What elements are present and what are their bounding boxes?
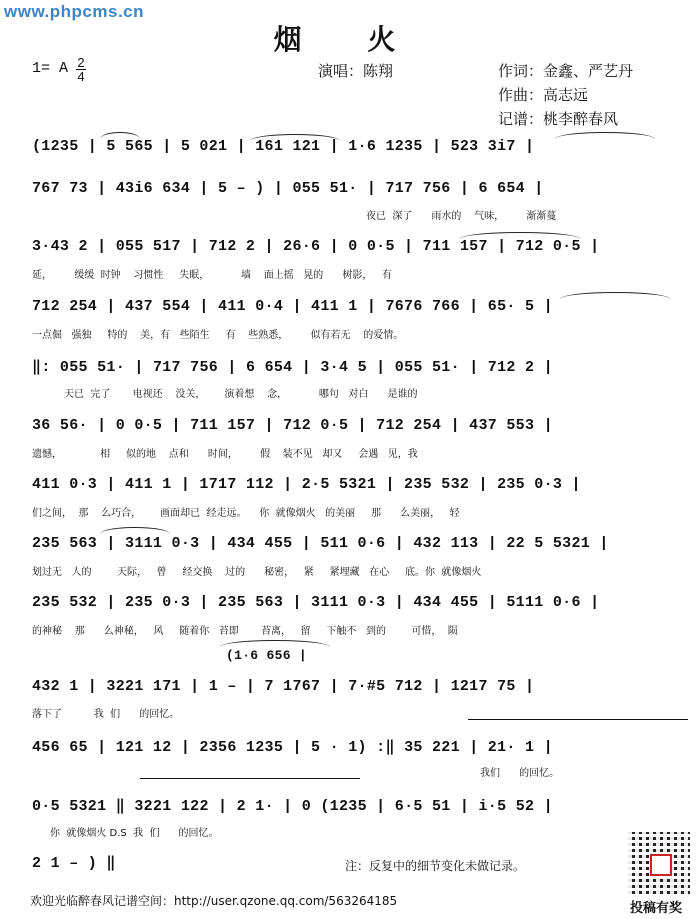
submission-badge[interactable]: 投稿有奖 <box>630 901 683 916</box>
score-line-4: 712 254 | 437 554 | 411 0·4 | 411 1 | 7676 766 | 65· 5 | <box>32 298 553 315</box>
lyric-line-6: 遗憾， 相 似的地 点和 时间， 假 装不见 却又 会遇 见，我 <box>32 449 418 460</box>
site-watermark[interactable]: www.phpcms.cn <box>4 2 145 21</box>
slur <box>560 292 670 299</box>
score-line-8: 235 563 | 3111 0·3 | 434 455 | 511 0·6 | 432 113 | 22 5 5321 | <box>32 535 609 552</box>
score-line-2: 767 73 | 43i6 634 | 5 – ) | 055 51· | 717 756 | 6 654 | <box>32 180 544 197</box>
time-signature <box>75 56 87 83</box>
score-line-7: 411 0·3 | 411 1 | 1717 112 | 2·5 5321 | 235 532 | 235 0·3 | <box>32 476 581 493</box>
score-line-11: 432 1 | 3221 171 | 1 – | 7 1767 | 7·#5 712 | 1217 75 | <box>32 678 535 695</box>
score-line-12: 456 65 | 121 12 | 2356 1235 | 5 · 1) :‖ 35 221 | 21· 1 | <box>32 739 553 756</box>
lyric-line-13: 你 就像烟火 D.S 我 们 的回忆。 <box>50 828 219 839</box>
slur <box>220 640 330 647</box>
footer-note: 注：反复中的细节变化未做记录。 <box>345 859 526 873</box>
composer-credit: 作曲：高志远 <box>498 86 589 104</box>
score-line-1: (1235 | 5 565 | 5 021 | 161 121 | 1·6 1235 | 523 3i7 | <box>32 138 535 155</box>
volta-bracket <box>468 719 688 720</box>
singer-credit: 演唱：陈翔 <box>318 62 394 80</box>
time-sig-bottom: 4 <box>77 69 85 84</box>
slur <box>555 132 655 139</box>
score-line-9: 235 532 | 235 0·3 | 235 563 | 3111 0·3 | 434 455 | 5111 0·6 | <box>32 594 600 611</box>
score-line-5: ‖: 055 51· | 717 756 | 6 654 | 3·4 5 | 055 51· | 712 2 | <box>32 359 553 376</box>
qr-center-logo-icon <box>650 854 672 876</box>
lyric-line-2: 夜已 深了 雨水的 气味， 渐渐蔓 <box>366 211 557 222</box>
lyricist-credit: 作词：金鑫、严艺丹 <box>498 62 634 80</box>
lyric-line-3: 延， 缓缓 时钟 习惯性 失眠， 墙 面上摇 晃的 树影， 有 <box>32 270 392 281</box>
transcriber-credit: 记谱：桃李醉春风 <box>498 110 619 128</box>
score-line-3: 3·43 2 | 055 517 | 712 2 | 26·6 | 0 0·5 | 711 157 | 712 0·5 | <box>32 238 600 255</box>
score-line-10: (1·6 656 | <box>226 648 308 663</box>
lyric-line-7: 们之间， 那 么巧合， 画面却已 经走远。 你 就像烟火 的美丽 那 么美丽， 轻 <box>32 508 460 519</box>
lyric-line-12: 我们 的回忆。 <box>480 768 560 779</box>
lyric-line-11: 落下了 我 们 的回忆。 <box>32 709 180 720</box>
lyric-line-9: 的神秘 那 么神秘， 风 随着你 苔即 苔离， 留 下触不 到的 可惜， 陨 <box>32 626 458 637</box>
slur <box>250 134 340 141</box>
lyric-line-5: 天已 完了 电视还 没关， 演着想 念， 哪句 对白 是谁的 <box>64 389 418 400</box>
lyric-line-8: 划过无 人的 天际， 曾 经交换 过的 秘密， 紧 紧埋藏 在心 底。你 就像烟火 <box>32 567 482 578</box>
song-title: 烟 火 <box>273 23 424 56</box>
volta-bracket <box>140 778 360 779</box>
score-line-13: 0·5 5321 ‖ 3221 122 | 2 1· | 0 (1235 | 6·5 51 | i·5 52 | <box>32 798 553 815</box>
score-line-14: 2 1 – ) ‖ <box>32 855 116 872</box>
key-signature: 1= A <box>32 60 69 77</box>
slur <box>100 527 170 534</box>
slur <box>100 132 140 139</box>
slur <box>460 232 580 239</box>
footer-link[interactable]: 欢迎光临醉春风记谱空间：http://user.qzone.qq.com/563264185 <box>30 894 398 908</box>
time-sig-top: 2 <box>77 55 85 70</box>
lyric-line-4: 一点倔 强独 特的 美，有 些陌生 有 些熟悉， 似有若无 的爱情。 <box>32 330 404 341</box>
score-line-6: 36 56· | 0 0·5 | 711 157 | 712 0·5 | 712 254 | 437 553 | <box>32 417 553 434</box>
